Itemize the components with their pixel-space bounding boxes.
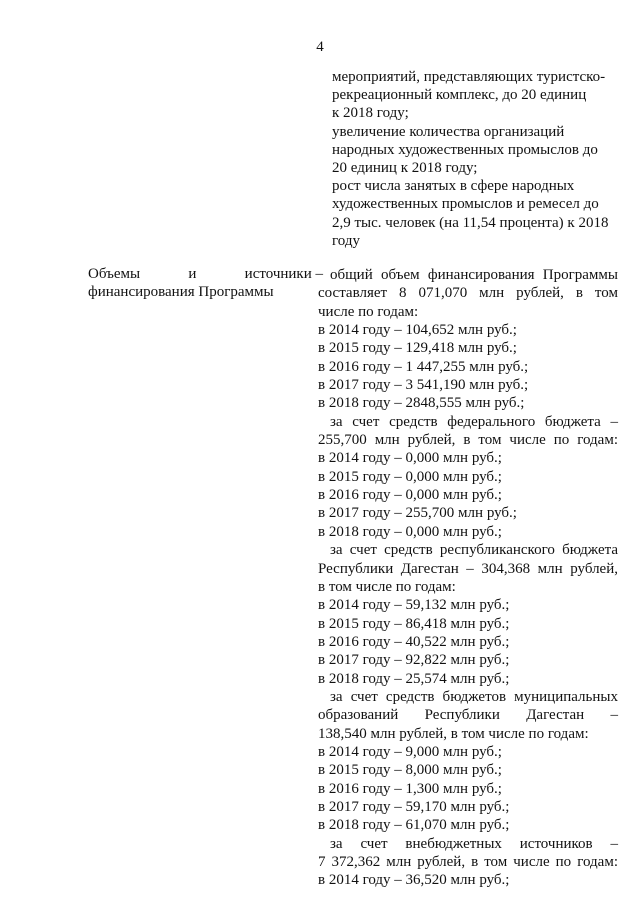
year-line: в 2015 году – 86,418 млн руб.;: [318, 615, 510, 632]
text-line: к 2018 году;: [332, 105, 409, 122]
year-line: в 2016 году – 1,300 млн руб.;: [318, 780, 502, 797]
targets-continuation: [332, 68, 617, 250]
year-line: в 2018 году – 2848,555 млн руб.;: [318, 395, 525, 412]
text-line: за счет средств бюджетов муниципальных: [330, 688, 618, 705]
year-line: в 2014 году – 9,000 млн руб.;: [318, 743, 502, 760]
financing-label-line1: [88, 265, 323, 283]
text-line: 20 единиц к 2018 году;: [332, 160, 478, 177]
year-line: в 2016 году – 1 447,255 млн руб.;: [318, 358, 529, 375]
text-line: за счет средств республиканского бюджета: [330, 542, 618, 559]
label-word: Объемы: [88, 266, 141, 282]
text-line: общий объем финансирования Программы: [330, 267, 618, 283]
year-line: в 2018 году – 25,574 млн руб.;: [318, 670, 510, 687]
text-line: 138,540 млн рублей, в том числе по годам:: [318, 725, 589, 742]
year-line: в 2014 году – 104,652 млн руб.;: [318, 322, 517, 339]
text-line: за счет внебюджетных источников –: [330, 835, 618, 852]
financing-label-line2: финансирования Программы: [88, 284, 274, 300]
text-line: 2,9 тыс. человек (на 11,54 процента) к 2018: [332, 214, 609, 231]
year-line: в 2014 году – 0,000 млн руб.;: [318, 450, 502, 467]
year-line: в 2015 году – 8,000 млн руб.;: [318, 762, 502, 779]
financing-label: [88, 265, 323, 301]
text-line: числе по годам:: [318, 303, 419, 320]
text-line: за счет средств федерального бюджета –: [330, 413, 618, 430]
text-line: в том числе по годам:: [318, 578, 456, 595]
text-line: составляет 8 071,070 млн рублей, в том: [318, 285, 618, 302]
text-line: мероприятий, представляющих туристско-: [332, 69, 606, 85]
year-line: в 2014 году – 36,520 млн руб.;: [318, 872, 510, 889]
text-line: художественных промыслов и ремесел до: [332, 196, 599, 213]
year-line: в 2017 году – 59,170 млн руб.;: [318, 798, 510, 815]
federal-budget-block: [318, 413, 618, 541]
year-line: в 2017 году – 255,700 млн руб.;: [318, 505, 517, 522]
year-line: в 2015 году – 129,418 млн руб.;: [318, 340, 517, 357]
extrabudgetary-block: [318, 835, 618, 890]
text-line: 255,700 млн рублей, в том числе по годам:: [318, 432, 618, 449]
text-line: Республики Дагестан – 304,368 млн рублей,: [318, 560, 618, 577]
year-line: в 2017 году – 92,822 млн руб.;: [318, 652, 510, 669]
text-line: рост числа занятых в сфере народных: [332, 178, 575, 195]
year-line: в 2015 году – 0,000 млн руб.;: [318, 468, 502, 485]
financing-details: [318, 266, 618, 890]
text-line: рекреационный комплекс, до 20 единиц: [332, 87, 587, 104]
year-line: в 2014 году – 59,132 млн руб.;: [318, 597, 510, 614]
page-number: 4: [316, 39, 324, 55]
text-line: народных художественных промыслов до: [332, 141, 598, 158]
year-line: в 2018 году – 0,000 млн руб.;: [318, 523, 502, 540]
text-line: 7 372,362 млн рублей, в том числе по годам:: [318, 854, 618, 870]
year-line: в 2018 году – 61,070 млн руб.;: [318, 817, 510, 834]
republic-budget-block: [318, 541, 618, 688]
label-word: и: [188, 266, 197, 282]
label-word: источники –: [244, 266, 323, 282]
text-line: году: [332, 232, 360, 249]
text-line: увеличение количества организаций: [332, 123, 565, 140]
year-line: в 2016 году – 40,522 млн руб.;: [318, 633, 510, 650]
total-financing-block: [318, 266, 618, 413]
year-line: в 2017 году – 3 541,190 млн руб.;: [318, 377, 529, 394]
year-line: в 2016 году – 0,000 млн руб.;: [318, 487, 502, 504]
municipal-budget-block: [318, 688, 618, 835]
text-line: образований Республики Дагестан –: [318, 707, 618, 724]
